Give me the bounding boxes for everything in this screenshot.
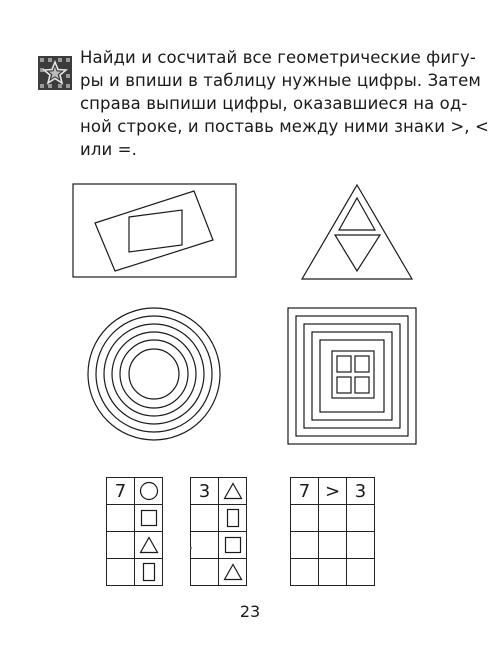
count-cell[interactable]: [191, 505, 219, 532]
number-cell[interactable]: [347, 559, 375, 586]
comparison-table: [290, 477, 375, 586]
stray-dot: [190, 547, 192, 549]
table-row: [107, 559, 163, 586]
number-cell[interactable]: [291, 559, 319, 586]
tilted-rectangle: [95, 191, 213, 271]
instruction-line: или =.: [80, 140, 137, 159]
count-cell[interactable]: 7: [107, 478, 135, 505]
nested-triangles-figure: [300, 183, 414, 281]
table-row: [107, 532, 163, 559]
number-cell[interactable]: [291, 505, 319, 532]
table-row: [191, 559, 247, 586]
table-row: [107, 505, 163, 532]
sign-cell[interactable]: [319, 505, 347, 532]
instruction-line: ной строке, и поставь между ними знаки >, <: [80, 117, 489, 136]
table-row: [291, 532, 375, 559]
instruction-line: ры и впиши в таблицу нужные цифры. Затем: [80, 71, 481, 90]
circle-icon: [135, 478, 163, 505]
table-row: [107, 478, 163, 505]
sign-cell[interactable]: >: [319, 478, 347, 505]
number-cell[interactable]: [347, 532, 375, 559]
concentric-circles-figure: [86, 306, 222, 442]
number-cell[interactable]: 7: [291, 478, 319, 505]
rectangle-icon: [219, 505, 247, 532]
number-cell[interactable]: 3: [347, 478, 375, 505]
sign-cell[interactable]: [319, 559, 347, 586]
page-number: 23: [239, 602, 261, 621]
count-cell[interactable]: [107, 505, 135, 532]
table-row: [291, 505, 375, 532]
instruction-line: Найди и сосчитай все геометрические фигу-: [80, 48, 476, 67]
sign-cell[interactable]: [319, 532, 347, 559]
triangle-icon: [219, 559, 247, 586]
number-cell[interactable]: [291, 532, 319, 559]
table-row: [191, 532, 247, 559]
table-row: [291, 559, 375, 586]
count-cell[interactable]: [191, 532, 219, 559]
answer-table-1: [106, 477, 163, 586]
task-instruction: [80, 46, 489, 161]
count-cell[interactable]: [191, 559, 219, 586]
triangle-icon: [219, 478, 247, 505]
inner-rectangle: [129, 210, 182, 252]
table-row: [191, 505, 247, 532]
upper-inner-triangle: [339, 198, 375, 230]
nested-rectangles-figure: [72, 183, 238, 279]
outer-rectangle: [73, 184, 236, 277]
count-cell[interactable]: [107, 532, 135, 559]
instruction-line: справа выпиши цифры, оказавшиеся на од-: [80, 94, 468, 113]
count-cell[interactable]: 3: [191, 478, 219, 505]
square-icon: [135, 505, 163, 532]
answer-table-2: [190, 477, 247, 586]
count-cell[interactable]: [107, 559, 135, 586]
triangle-icon: [135, 532, 163, 559]
rectangle-icon: [135, 559, 163, 586]
inverted-inner-triangle: [335, 235, 380, 271]
square-icon: [219, 532, 247, 559]
number-cell[interactable]: [347, 505, 375, 532]
concentric-squares-figure: [286, 306, 418, 446]
star-badge-icon: [38, 56, 72, 90]
table-row: [291, 478, 375, 505]
table-row: [191, 478, 247, 505]
